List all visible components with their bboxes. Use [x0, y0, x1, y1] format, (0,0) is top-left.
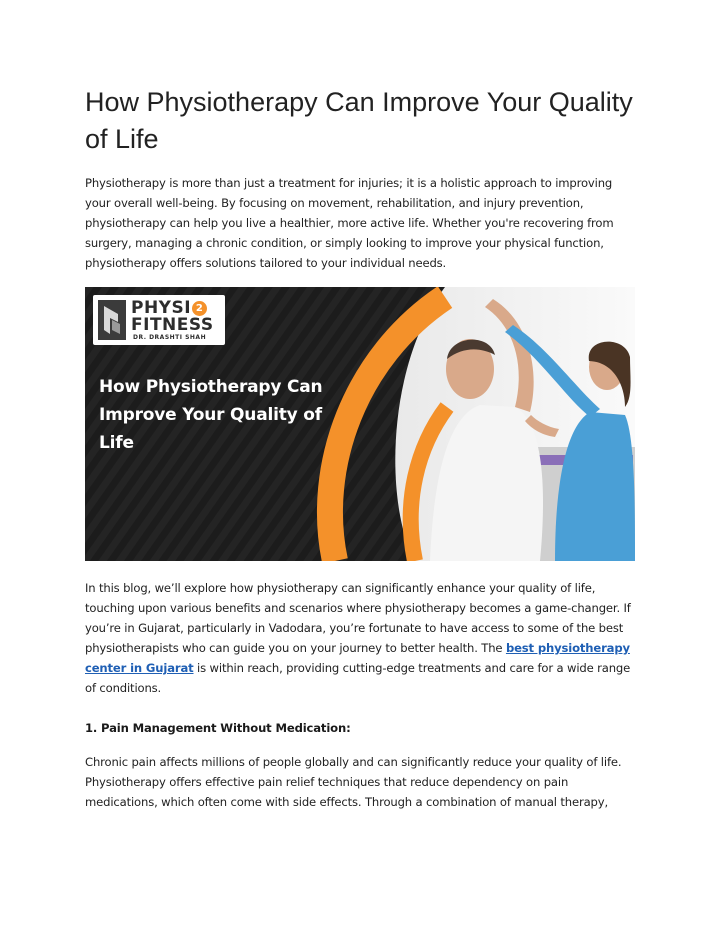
blog-intro-text: In this blog, we’ll explore how physiotherapy can significantly enhance your quality of life, touching upon various benefits and scenarios where physiotherapy becomes a game-changer. If you’re in Gujarat, particularly in Vadodara, you’re fortunate to have access to some of the best physiotherapists who can guide you on your journey to better health. The	[85, 581, 631, 655]
logo-doctor-name: DR. DRASHTI SHAH	[133, 334, 207, 341]
pain-management-paragraph: Chronic pain affects millions of people globally and can significantly reduce your quality of life. Physiotherapy offers effective pain relief techniques that reduce dependency on pain medications, which often come with side effects. Through a combination of manual therapy,	[85, 755, 622, 809]
physiotherapy-center-link[interactable]: best physiotherapy center in Gujarat	[85, 641, 630, 675]
page-title: How Physiotherapy Can Improve Your Quality of Life	[85, 87, 633, 154]
physio-fitness-logo	[93, 295, 225, 345]
section-heading-pain-management: 1. Pain Management Without Medication:	[85, 721, 351, 735]
hero-banner-image	[85, 287, 635, 561]
blog-intro-paragraph	[85, 578, 640, 698]
blog-intro-text-end: is within reach, providing cutting-edge treatments and care for a wide range of conditions.	[85, 661, 631, 695]
logo-mark-icon	[98, 300, 126, 340]
intro-paragraph: Physiotherapy is more than just a treatment for injuries; it is a holistic approach to improving your overall well-being. By focusing on movement, rehabilitation, and injury prevention, physiotherapy can help you live a healthier, more active life. Whether you're recovering from surgery, managing a chronic condition, or simply looking to improve your physical function, physiotherapy offers solutions tailored to your individual needs.	[85, 176, 614, 270]
banner-headline: How Physiotherapy Can Improve Your Quality of Life	[99, 377, 323, 453]
logo-badge: 2	[192, 301, 207, 316]
logo-text-line1: PHYSI 2	[131, 299, 207, 317]
logo-text-line2: FITNESS	[131, 315, 214, 335]
